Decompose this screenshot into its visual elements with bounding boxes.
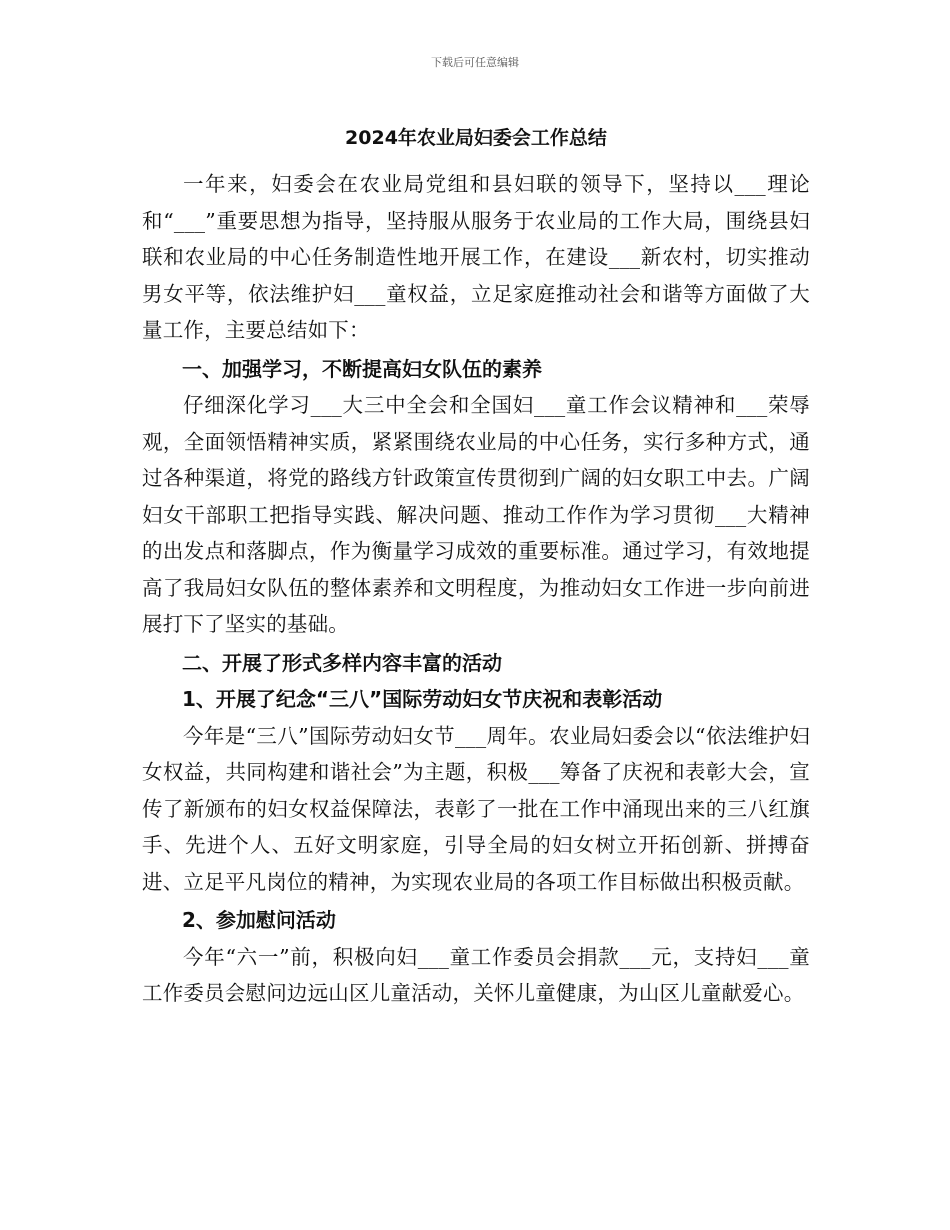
section-1-heading: 一、加强学习，不断提高妇女队伍的素养 (182, 356, 542, 381)
section-2-sub-2-heading: 2、参加慰问活动 (182, 908, 336, 932)
intro-paragraph: 一年来，妇委会在农业局党组和县妇联的领导下，坚持以___理论和“___”重要思想为指导，坚持服从服务于农业局的工作大局，围绕县妇联和农业局的中心任务制造性地开展工作，在建设___新农村，切实推动男女平等，依法维护妇___童权益，立足家庭推动社会和谐等方面做了大量工作，主要总结如下： (142, 172, 810, 342)
section-2-sub-1-paragraph: 今年是“三八”国际劳动妇女节___周年。农业局妇委会以“依法维护妇女权益，共同构建和谐社会”为主题，积极___筹备了庆祝和表彰大会，宣传了新颁布的妇女权益保障法，表彰了一批在工作中涌现出来的三八红旗手、先进个人、五好文明家庭，引导全局的妇女树立开拓创新、拼搏奋进、立足平凡岗位的精神，为实现农业局的各项工作目标做出积极贡献。 (142, 723, 810, 894)
document-body (142, 120, 810, 1012)
section-2-heading: 二、开展了形式多样内容丰富的活动 (182, 650, 502, 675)
section-1-paragraph: 仔细深化学习___大三中全会和全国妇___童工作会议精神和___荣辱观，全面领悟精神实质，紧紧围绕农业局的中心任务，实行多种方式，通过各种渠道，将党的路线方针政策宣传贯彻到广阔的妇女职工中去。广阔妇女干部职工把指导实践、解决问题、推动工作作为学习贯彻___大精神的出发点和落脚点，作为衡量学习成效的重要标准。通过学习，有效地提高了我局妇女队伍的整体素养和文明程度，为推动妇女工作进一步向前进展打下了坚实的基础。 (142, 393, 810, 636)
section-2-sub-2-paragraph: 今年“六一”前，积极向妇___童工作委员会捐款___元，支持妇___童工作委员会慰问边远山区儿童活动，关怀儿童健康，为山区儿童献爱心。 (142, 944, 810, 1005)
page-header-note: 下载后可任意编辑 (431, 56, 519, 69)
document-title: 2024年农业局妇委会工作总结 (345, 127, 607, 149)
section-2-sub-1-heading: 1、开展了纪念“三八”国际劳动妇女节庆祝和表彰活动 (182, 687, 663, 711)
